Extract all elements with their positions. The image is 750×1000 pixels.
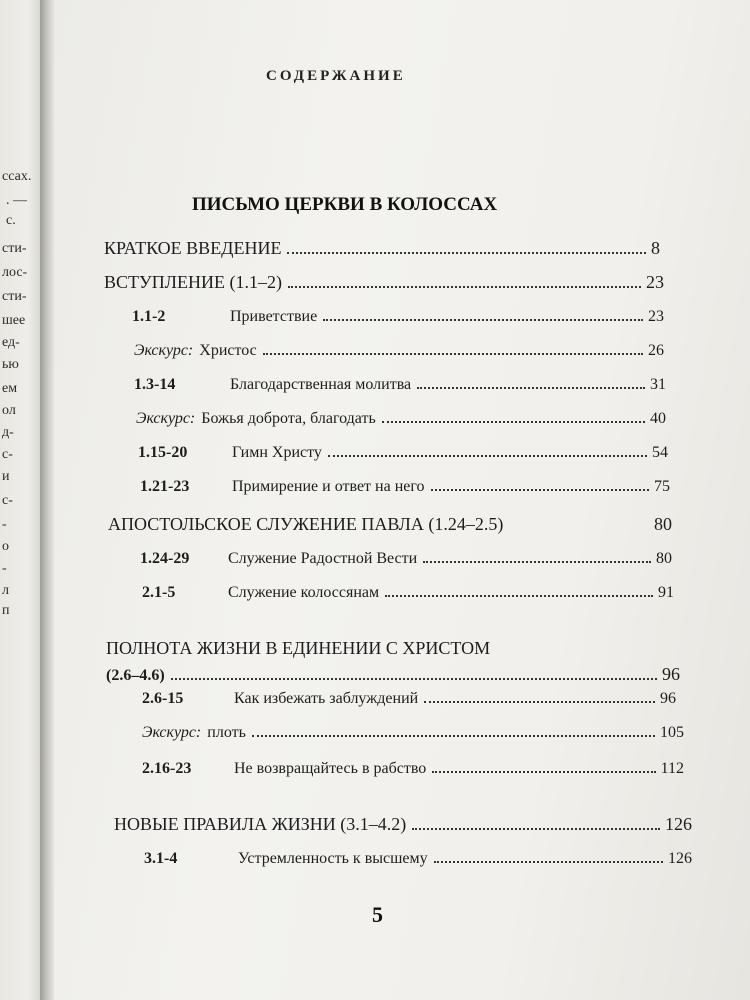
left-page-text: п — [2, 603, 10, 618]
dot-leader — [423, 561, 651, 563]
left-page-text: с. — [6, 213, 16, 228]
entry-page: 126 — [668, 850, 692, 867]
toc-entry — [144, 850, 692, 868]
left-page-text: ью — [2, 357, 19, 372]
entry-ref: 1.3-14 — [134, 376, 176, 393]
dot-leader — [263, 353, 643, 355]
entry-title: Служение Радостной Вести — [228, 550, 418, 567]
entry-page: 112 — [660, 760, 684, 777]
entry-ref: 2.16-23 — [142, 760, 192, 777]
left-page-text: шее — [2, 313, 26, 328]
left-page-text: д- — [2, 425, 14, 440]
entry-page: 23 — [646, 272, 664, 292]
entry-prefix: Экскурс: — [134, 342, 194, 359]
dot-leader — [328, 455, 647, 457]
toc-entry — [104, 272, 664, 293]
entry-title: ПОЛНОТА ЖИЗНИ В ЕДИНЕНИИ С ХРИСТОМ — [106, 638, 491, 658]
left-page-text: и — [2, 469, 10, 484]
contents-page — [54, 0, 750, 1000]
toc-entry — [108, 514, 672, 535]
left-page-text: - — [2, 517, 7, 532]
entry-page: 40 — [650, 410, 666, 427]
toc-entry — [132, 308, 664, 326]
entry-title: Как избежать заблуждений — [234, 690, 419, 707]
left-page-text: ол — [2, 403, 16, 418]
entry-page: 96 — [660, 690, 676, 707]
part-title: ПИСЬМО ЦЕРКВИ В КОЛОССАХ — [192, 194, 498, 215]
entry-title-range: (2.6–4.6) — [106, 667, 165, 684]
entry-title: Приветствие — [230, 308, 318, 325]
entry-title: Примирение и ответ на него — [232, 478, 425, 495]
entry-page: 23 — [648, 308, 664, 325]
toc-entry — [140, 550, 672, 568]
entry-ref: 3.1-4 — [144, 850, 178, 867]
left-page-text: ссах. — [2, 169, 32, 184]
entry-page: 105 — [660, 724, 684, 741]
left-page-text: . — — [6, 193, 27, 208]
entry-title: Устремленность к высшему — [238, 850, 428, 867]
left-page-text: ем — [2, 381, 18, 396]
toc-entry — [142, 760, 684, 778]
entry-title: АПОСТОЛЬСКОЕ СЛУЖЕНИЕ ПАВЛА (1.24–2.5) — [108, 514, 504, 534]
left-page-text: - — [2, 561, 7, 576]
entry-page: 80 — [654, 514, 672, 534]
entry-page: 126 — [665, 814, 692, 834]
entry-page: 96 — [662, 664, 680, 684]
toc-entry — [138, 444, 668, 462]
left-page-edge — [0, 0, 40, 1000]
toc-entry — [142, 690, 676, 708]
dot-leader — [323, 319, 643, 321]
entry-title: ВСТУПЛЕНИЕ (1.1–2) — [104, 272, 282, 292]
entry-page: 75 — [654, 478, 670, 495]
entry-prefix: Экскурс: — [136, 410, 196, 427]
entry-prefix: Экскурс: — [142, 724, 202, 741]
entry-title: Христос — [199, 342, 257, 359]
book-gutter — [40, 0, 54, 1000]
entry-page: 8 — [651, 238, 660, 258]
entry-page: 26 — [648, 342, 664, 359]
entry-ref: 1.1-2 — [132, 308, 166, 325]
entry-title: Гимн Христу — [232, 444, 322, 461]
dot-leader — [434, 861, 663, 863]
toc-entry — [134, 376, 666, 394]
entry-page: 31 — [650, 376, 666, 393]
entry-page: 54 — [652, 444, 668, 461]
left-page-text: с- — [2, 447, 13, 462]
toc-entry — [104, 238, 660, 259]
toc-entry — [136, 410, 666, 428]
left-page-text: о — [2, 539, 9, 554]
entry-title: КРАТКОЕ ВВЕДЕНИЕ — [104, 238, 282, 258]
entry-title: Не возвращайтесь в рабство — [234, 760, 427, 777]
left-page-text: лос- — [2, 265, 28, 280]
dot-leader — [385, 595, 653, 597]
toc-entry — [114, 814, 692, 835]
left-page-text: с- — [2, 493, 13, 508]
dot-leader — [432, 771, 655, 773]
entry-title: Благодарственная молитва — [230, 376, 412, 393]
dot-leader — [412, 828, 660, 830]
toc-entry-continued — [106, 664, 680, 685]
entry-ref: 2.6-15 — [142, 690, 184, 707]
entry-title: Служение колоссянам — [228, 584, 380, 601]
dot-leader — [431, 489, 649, 491]
toc-entry — [142, 584, 674, 602]
page-number: 5 — [372, 902, 383, 927]
entry-ref: 2.1-5 — [142, 584, 176, 601]
dot-leader — [288, 286, 641, 288]
toc-entry — [140, 478, 670, 496]
left-page-text: л — [2, 583, 9, 598]
toc-entry — [142, 724, 684, 742]
dot-leader — [417, 387, 645, 389]
entry-page: 91 — [658, 584, 674, 601]
contents-heading: СОДЕРЖАНИЕ — [266, 68, 406, 84]
entry-title: Божья доброта, благодать — [201, 410, 376, 427]
left-page-text: ед- — [2, 335, 20, 350]
dot-leader — [171, 678, 657, 680]
toc-entry — [134, 342, 664, 360]
entry-title: НОВЫЕ ПРАВИЛА ЖИЗНИ (3.1–4.2) — [114, 814, 407, 834]
left-page-text: сти- — [2, 289, 27, 304]
toc-entry — [106, 638, 630, 659]
dot-leader — [382, 421, 645, 423]
dot-leader — [287, 252, 646, 254]
entry-ref: 1.15-20 — [138, 444, 188, 461]
entry-title: плоть — [207, 724, 246, 741]
dot-leader — [424, 701, 655, 703]
entry-page: 80 — [656, 550, 672, 567]
entry-ref: 1.24-29 — [140, 550, 190, 567]
dot-leader — [252, 735, 655, 737]
left-page-text: сти- — [2, 241, 27, 256]
entry-ref: 1.21-23 — [140, 478, 190, 495]
